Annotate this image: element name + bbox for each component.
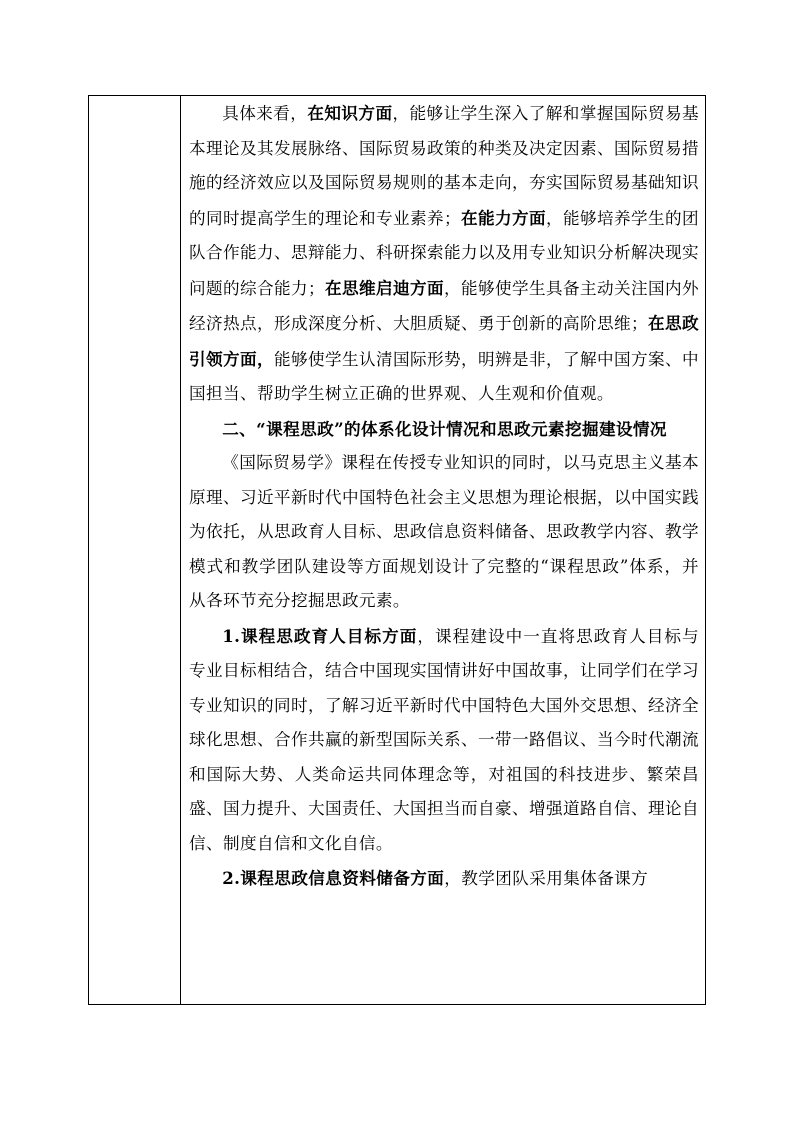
section-heading (189, 412, 699, 447)
table-column-divider (180, 95, 181, 1005)
text-run: ，课程建设中一直将思政育人目标与专业目标相结合，结合中国现实国情讲好中国故事，让同学们在学习专业知识的同时，了解习近平新时代中国特色大国外交思想、经济全球化思想、合作共赢的新型国际关系、一带一路倡议、当今时代潮流和国际大势、人类命运共同体理念等，对祖国的科技进步、繁荣昌盛、国力提升、大国责任、大国担当而自豪、增强道路自信、理论自信、制度自信和文化自信。 (189, 626, 699, 853)
subheading-goal: 1.课程思政育人目标方面 (222, 625, 418, 646)
emphasis-ideology: 在思政引领方面， (189, 313, 699, 369)
paragraph-overview (189, 96, 699, 412)
text-run: 具体来看， (222, 104, 308, 123)
text-run: ，教学团队采用集体备课方 (444, 869, 649, 888)
table-content-cell (189, 96, 699, 897)
emphasis-thinking: 在思维启迪方面 (325, 277, 445, 298)
text-run: ，能够培养学生的团队合作能力、思辩能力、科研探索能力以及用专业知识分析解决现实问题的综合能力； (189, 208, 700, 298)
emphasis-knowledge: 在知识方面 (307, 103, 393, 123)
text-run: 《国际贸易学》课程在传授专业知识的同时，以马克思主义基本原理、习近平新时代中国特色社会主义思想为理论根据，以中国实践为依托，从思政育人目标、思政信息资料储备、思政教学内容、教学模式和教学团队建设等方面规划设计了完整的“课程思政”体系，并从各环节充分挖掘思政元素。 (189, 453, 699, 610)
emphasis-ability: 在能力方面 (461, 207, 547, 228)
subheading-resources: 2.课程思政信息资料储备方面 (222, 868, 445, 888)
paragraph-system-design (189, 446, 699, 619)
text-run: ，能够让学生深入了解和掌握国际贸易基本理论及其发展脉络、国际贸易政策的种类及决定因素、国际贸易措施的经济效应以及国际贸易规则的基本走向，夯实国际贸易基础知识的同时提高学生的理论和专业素养； (189, 104, 700, 228)
text-run: 能够使学生认清国际形势，明辨是非，了解中国方案、中国担当、帮助学生树立正确的世界观、人生观和价值观。 (189, 349, 700, 403)
section-heading-text: 二、“课程思政”的体系化设计情况和思政元素挖掘建设情况 (222, 418, 667, 439)
paragraph-goal (189, 619, 699, 862)
text-run: ，能够使学生具备主动关注国内外经济热点，形成深度分析、大胆质疑、勇于创新的高阶思维； (189, 278, 700, 333)
paragraph-resources (189, 861, 699, 897)
